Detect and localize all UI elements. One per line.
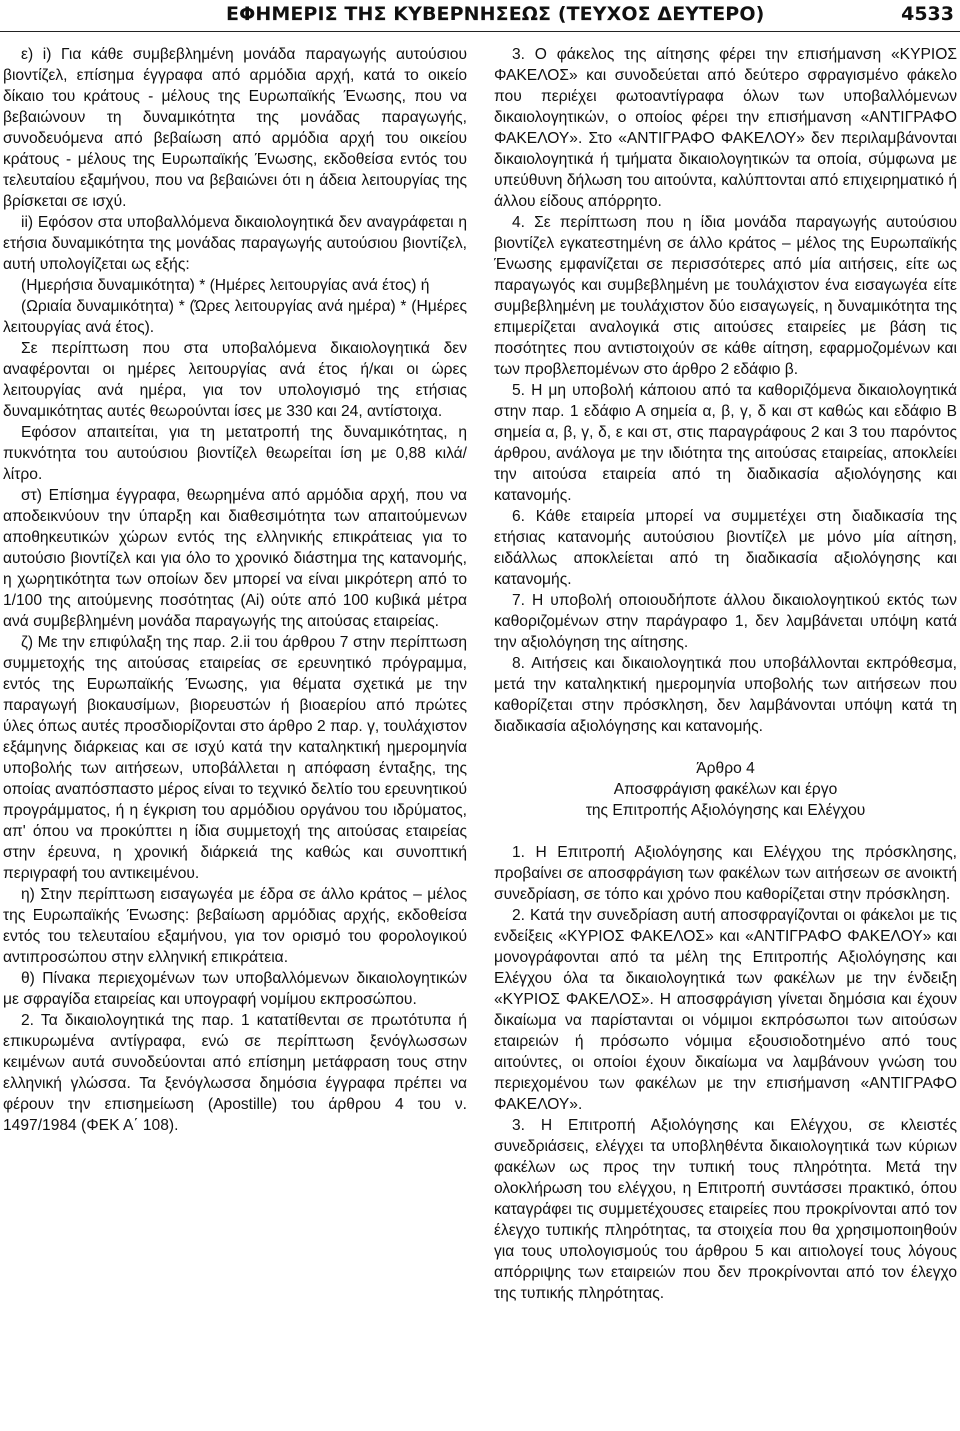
gazette-title: ΕΦΗΜΕΡΙΣ ΤΗΣ ΚΥΒΕΡΝΗΣΕΩΣ (ΤΕΥΧΟΣ ΔΕΥΤΕΡΟ) [226, 3, 765, 25]
paragraph: θ) Πίνακα περιεχομένων των υποβαλλόμενων δικαιολογητικών με σφραγίδα εταιρείας και υπογραφή νομίμου εκπροσώπου. [3, 970, 467, 1008]
page-number: 4533 [901, 3, 954, 25]
paragraph: Σε περίπτωση που στα υποβαλόμενα δικαιολογητικά δεν αναφέρονται οι ημέρες λειτουργίας ανά έτος ή/και οι ώρες λειτουργίας ανά ημέρα, για τον υπολογισμό της ετήσιας δυναμικότητας αυτές θεωρούνται ίσες με 330 και 24, αντίστοιχα. [3, 340, 467, 420]
article-title-line2: της Επιτροπής Αξιολόγησης και Ελέγχου [585, 802, 866, 819]
article-title-line1: Αποσφράγιση φακέλων και έργο [613, 781, 838, 798]
spacer [494, 821, 957, 842]
paragraph: 3. Η Επιτροπή Αξιολόγησης και Ελέγχου, σε κλειστές συνεδριάσεις, ελέγχει τα υποβληθέντα δικαιολογητικά των κύριων φακέλων ως προς την τυπική τους πληρότητα. Μετά την ολοκλήρωση του ελέγχου, η Επιτροπή συντάσσει πρακτικό, όπου καταγράφει τις συμμετέχουσες εταιρείες που προκρίνονται από τον έλεγχο τυπικής πληρότητας, τα στοιχεία που θα χρησιμοποιηθούν για τους υπολογισμούς του άρθρου 5 και αιτιολογεί τους λόγους απόρριψης των εταιρειών που δεν προκρίνονται από τον έλεγχο της τυπικής πληρότητας. [494, 1117, 957, 1302]
paragraph: 4. Σε περίπτωση που η ίδια μονάδα παραγωγής αυτούσιου βιοντίζελ εγκατεστημένη σε άλλο κράτος – μέλος της Ευρωπαϊκής Ένωσης εμφανίζεται σε περισσότερες από μία αιτήσεις, είτε ως παραγωγός και συμβεβλημένη με τουλάχιστον ένα εισαγωγέα είτε συμβεβλημένη με τουλάχιστον δύο εισαγωγείς, η δυναμικότητα της επιμερίζεται αναλογικά στις αιτούσες εταιρείες με βάση τις ποσότητες που αντιστοιχούν σε κάθε αίτηση, εφαρμοζομένων και των προβλεπομένων στο άρθρο 2 εδάφιο β. [494, 214, 957, 378]
paragraph: (Ωριαία δυναμικότητα) * (Ώρες λειτουργίας ανά ημέρα) * (Ημέρες λειτουργίας ανά έτος). [3, 298, 467, 336]
spacer [494, 737, 957, 758]
paragraph: ii) Εφόσον στα υποβαλλόμενα δικαιολογητικά δεν αναγράφεται η ετήσια δυναμικότητα της μονάδας παραγωγής αυτούσιου βιοντίζελ, αυτή υπολογίζεται ως εξής: [3, 214, 467, 273]
paragraph: 2. Τα δικαιολογητικά της παρ. 1 κατατίθενται σε πρωτότυπα ή επικυρωμένα αντίγραφα, ενώ σε περίπτωση ξενόγλωσσων κειμένων αυτά συνοδεύονται από επίσημη μετάφραση τους στην ελληνική γλώσσα. Τα ξενόγλωσσα δημόσια έγγραφα πρέπει να φέρουν την επισημείωση (Apostille) του άρθρου 4 του ν. 1497/1984 (ΦΕΚ Α΄ 108). [3, 1012, 467, 1134]
paragraph: Εφόσον απαιτείται, για τη μετατροπή της δυναμικότητας, η πυκνότητα του αυτούσιου βιοντίζελ θεωρείται ίση με 0,88 κιλά/λίτρο. [3, 424, 467, 483]
paragraph: ε) i) Για κάθε συμβεβλημένη μονάδα παραγωγής αυτούσιου βιοντίζελ, επίσημα έγγραφα από αρμόδια αρχή, κατά το οικείο δίκαιο του κράτους - μέλους της Ευρωπαϊκής Ένωσης, που να βεβαιώνουν τη δυναμικότητα της μονάδας παραγωγής, συνοδευόμενα από βεβαίωση από αρμόδια αρχή του οικείου κράτους - μέλους της Ευρωπαϊκής Ένωσης, εκδοθείσα εντός του τελευταίου εξαμήνου, που να βεβαιώνει ότι η άδεια λειτουργίας της βρίσκεται σε ισχύ. [3, 46, 467, 210]
header-rule [0, 31, 960, 32]
paragraph: η) Στην περίπτωση εισαγωγέα με έδρα σε άλλο κράτος – μέλος της Ευρωπαϊκής Ένωσης: βεβαίωση αρμόδιας αρχής, εκδοθείσα εντός του τελευταίου εξαμήνου, για τον ορισμό του φορολογικού αντιπροσώπου στην ελληνική επικράτεια. [3, 886, 467, 966]
article-number: Άρθρο 4 [696, 760, 755, 777]
paragraph: ζ) Με την επιφύλαξη της παρ. 2.ii του άρθρου 7 στην περίπτωση συμμετοχής της αιτούσας εταιρείας σε ερευνητικό πρόγραμμα, εντός της Ευρωπαϊκής Ένωσης, για θέματα σχετικά με την παραγωγή βιοκαυσίμων, βιορευστών ή βιοαερίου από πρώτες ύλες όπως αυτές προσδιορίζονται στο άρθρο 2 παρ. γ, τουλάχιστον εξάμηνης διάρκειας και σε ισχύ κατά την καταληκτική ημερομηνία υποβολής των αιτήσεων, υποβάλλεται η απόφαση ένταξης, της οποίας αναπόσπαστο μέρος είναι το τεχνικό δελτίο του ερευνητικού προγράμματος, ή η έγκριση του αρμόδιου οργάνου του ιδρύματος, απ' όπου να προκύπτει η ίδια συμμετοχή της αιτούσας εταιρείας στην έρευνα, η χρονική διάρκειά της καθώς και συνοπτική περιγραφή του αντικειμένου. [3, 634, 467, 882]
paragraph: 3. Ο φάκελος της αίτησης φέρει την επισήμανση «ΚΥΡΙΟΣ ΦΑΚΕΛΟΣ» και συνοδεύεται από δεύτερο σφραγισμένο φάκελο που περιέχει φωτοαντίγραφα όλων των υποβαλλόμενων δικαιολογητικών, ο οποίος φέρει την επισήμανση «ΑΝΤΙΓΡΑΦΟ ΦΑΚΕΛΟΥ». Στο «ΑΝΤΙΓΡΑΦΟ ΦΑΚΕΛΟΥ» δεν περιλαμβάνονται δικαιολογητικά ή τμήματα δικαιολογητικών τα οποία, σύμφωνα με υπεύθυνη δήλωση του αιτούντα, καλύπτονται από επιχειρηματικό ή άλλου είδους απόρρητο. [494, 46, 957, 210]
right-column [494, 44, 957, 1304]
paragraph: (Ημερήσια δυναμικότητα) * (Ημέρες λειτουργίας ανά έτος) ή [21, 277, 430, 294]
page-header [0, 0, 960, 30]
paragraph: 7. Η υποβολή οποιουδήποτε άλλου δικαιολογητικού εκτός των καθοριζομένων στην παράγραφο 1, δεν λαμβάνεται υπόψη κατά την αξιολόγηση της αίτησης. [494, 592, 957, 651]
left-column [3, 44, 467, 1136]
paragraph: 2. Κατά την συνεδρίαση αυτή αποσφραγίζονται οι φάκελοι με τις ενδείξεις «ΚΥΡΙΟΣ ΦΑΚΕΛΟΣ» και «ΑΝΤΙΓΡΑΦΟ ΦΑΚΕΛΟΥ» και μονογράφονται από τα μέλη της Επιτροπής Αξιολόγησης και Ελέγχου όλα τα δικαιολογητικά των φακέλων με την ένδειξη «ΚΥΡΙΟΣ ΦΑΚΕΛΟΣ». Η αποσφράγιση γίνεται δημόσια και έχουν δικαίωμα να παρίστανται οι νόμιμοι εκπρόσωποι των αιτούσων εταιρειών ή πρόσωπο νόμιμα εξουσιοδοτημένο από τους αιτούντες, οι οποίοι έχουν δικαίωμα να λαμβάνουν γνώση του περιεχομένου των φακέλων με την επισήμανση «ΑΝΤΙΓΡΑΦΟ ΦΑΚΕΛΟΥ». [494, 907, 957, 1113]
paragraph: στ) Επίσημα έγγραφα, θεωρημένα από αρμόδια αρχή, που να αποδεικνύουν την ύπαρξη και διαθεσιμότητα των απαιτούμενων αποθηκευτικών χώρων εντός της ελληνικής επικράτειας για το αυτούσιο βιοντίζελ και για όλο το χρονικό διάστημα της κατανομής, η χωρητικότητα των οποίων δεν μπορεί να είναι μικρότερη από το 1/100 της αιτούμενης ποσότητας (Ai) ούτε από 100 κυβικά μέτρα ανά συμβεβλημένη μονάδα παραγωγής της αιτούσας εταιρείας. [3, 487, 467, 630]
paragraph: 8. Αιτήσεις και δικαιολογητικά που υποβάλλονται εκπρόθεσμα, μετά την καταληκτική ημερομηνία υποβολής των αιτήσεων που καθορίζεται στην πρόσκληση, δεν λαμβάνονται υπόψη κατά τη διαδικασία αξιολόγησης και κατανομής. [494, 655, 957, 735]
paragraph: 6. Κάθε εταιρεία μπορεί να συμμετέχει στη διαδικασία της ετήσιας κατανομής αυτούσιου βιοντίζελ με μόνο μία αίτηση, ειδάλλως αποκλείεται από τη διαδικασία αξιολόγησης και κατανομής. [494, 508, 957, 588]
paragraph: 5. Η μη υποβολή κάποιου από τα καθοριζόμενα δικαιολογητικά στην παρ. 1 εδάφιο Α σημεία α, β, γ, δ και στ καθώς και εδάφιο Β σημεία α, β, γ, δ, ε και στ, στις παραγράφους 2 και 3 του παρόντος άρθρου, ανάλογα με την ιδιότητα της αιτούσας εταιρείας, αποκλείει την αιτούσα εταιρεία από τη διαδικασία αξιολόγησης και κατανομής. [494, 382, 957, 504]
paragraph: 1. Η Επιτροπή Αξιολόγησης και Ελέγχου της πρόσκλησης, προβαίνει σε αποσφράγιση των φακέλων των αιτήσεων σε ανοικτή συνεδρίαση, σε τόπο και χρόνο που καθορίζεται στην πρόσκληση. [494, 844, 957, 903]
